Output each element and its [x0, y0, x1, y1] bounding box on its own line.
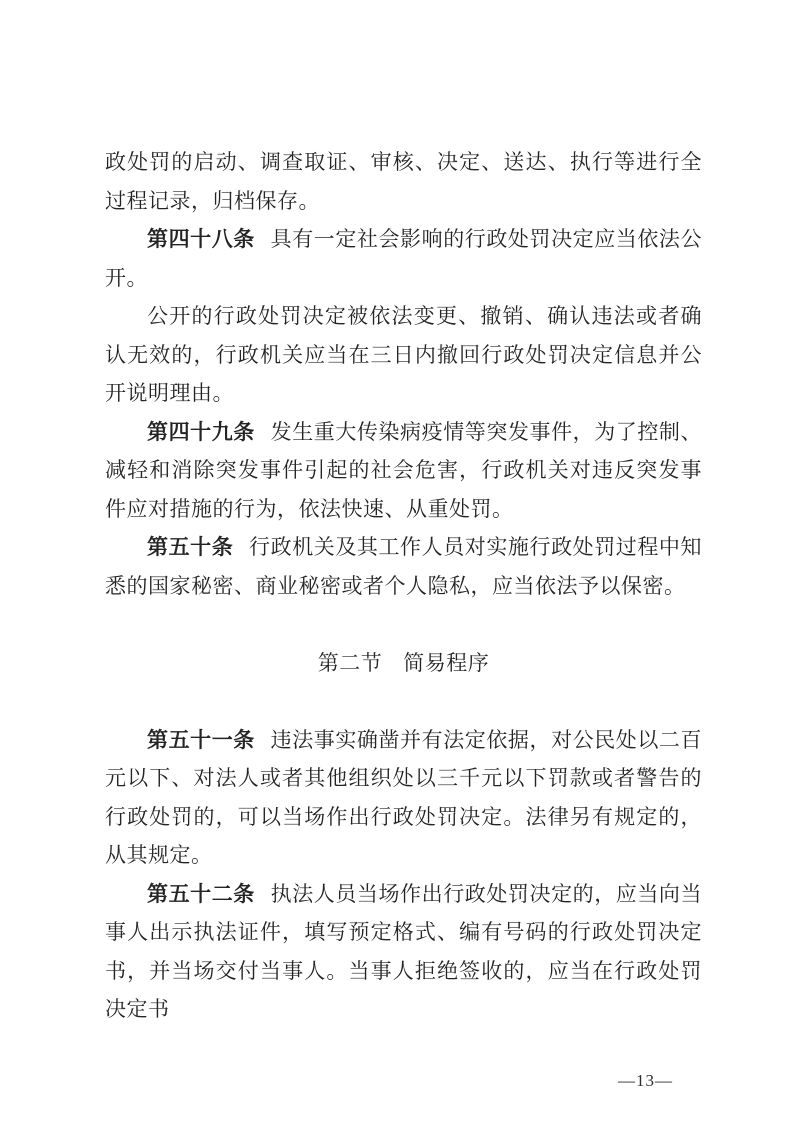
- page-number: —13—: [618, 1071, 673, 1090]
- article-50-paragraph: [105, 528, 702, 605]
- article-50-number: 第五十条: [147, 535, 234, 559]
- article-48-paragraph: [105, 220, 702, 297]
- document-body: [105, 143, 702, 1029]
- article-49-paragraph: [105, 413, 702, 529]
- article-51-paragraph: [105, 721, 702, 875]
- paragraph-carryover: 政处罚的启动、调查取证、审核、决定、送达、执行等进行全过程记录，归档保存。: [105, 150, 702, 213]
- article-52-number: 第五十二条: [147, 881, 255, 906]
- article-49-text: 发生重大传染病疫情等突发事件，为了控制、减轻和消除突发事件引起的社会危害，行政机关对违反突发事件应对措施的行为，依法快速、从重处罚。: [105, 419, 703, 521]
- section-title: 简易程序: [403, 650, 490, 675]
- article-51-number: 第五十一条: [147, 727, 255, 752]
- article-48-text: 具有一定社会影响的行政处罚决定应当依法公开。: [105, 227, 703, 290]
- section-heading: [105, 644, 702, 683]
- article-48-subparagraph: 公开的行政处罚决定被依法变更、撤销、确认违法或者确认无效的，行政机关应当在三日内撤回行政处罚决定信息并公开说明理由。: [105, 304, 702, 405]
- article-49-number: 第四十九条: [147, 419, 255, 444]
- article-50-text: 行政机关及其工作人员对实施行政处罚过程中知悉的国家秘密、商业秘密或者个人隐私，应当依法予以保密。: [105, 535, 703, 598]
- article-51-text: 违法事实确凿并有法定依据，对公民处以二百元以下、对法人或者其他组织处以三千元以下罚款或者警告的行政处罚的，可以当场作出行政处罚决定。法律另有规定的，从其规定。: [105, 727, 703, 867]
- article-48-number: 第四十八条: [147, 227, 255, 251]
- article-52-paragraph: [105, 875, 702, 1029]
- article-52-text: 执法人员当场作出行政处罚决定的，应当向当事人出示执法证件，填写预定格式、编有号码的行政处罚决定书，并当场交付当事人。当事人拒绝签收的，应当在行政处罚决定书: [105, 881, 703, 1021]
- section-number: 第二节: [317, 650, 383, 675]
